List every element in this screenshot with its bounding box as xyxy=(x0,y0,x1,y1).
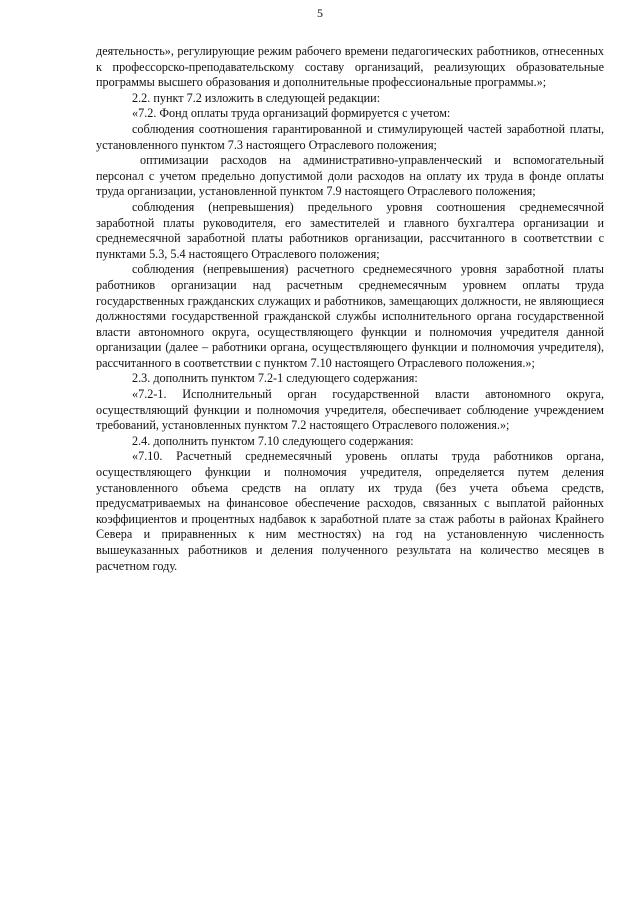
paragraph-7-2-condition-4: соблюдения (непревышения) расчетного среднемесячного уровня заработной платы работников организации над расчетным среднемесячным уровнем оплаты труда государственных гражданских служащих и работников, замещающих должности, не являющиеся должностями государственной гражданской службы исполнительного органа государственной власти автономного округа, осуществляющего функции и полномочия учредителя данной организации (далее – работники органа, осуществляющего функции и полномочия учредителя), рассчитанного в соответствии с пунктом 7.10 настоящего Отраслевого положения.»; xyxy=(96,262,604,370)
paragraph-7-10: «7.10. Расчетный среднемесячный уровень оплаты труда работников органа, осуществляющего функции и полномочия учредителя, определяется путем деления установленного объема средств на оплату их труда (без учета объема средств, предусматриваемых на финансовое обеспечение расходов, связанных с выплатой районных коэффициентов и процентных надбавок к заработной плате за стаж работы в районах Крайнего Севера и приравненных к ним местностях) на год на установленную численность вышеуказанных работников и деления полученного результата на количество месяцев в расчетном году. xyxy=(96,449,604,573)
paragraph-item-2-2: 2.2. пункт 7.2 изложить в следующей редакции: xyxy=(132,90,381,105)
paragraph-7-2-heading: «7.2. Фонд оплаты труда организаций формируется с учетом: xyxy=(132,106,451,121)
paragraph-7-2-condition-3: соблюдения (непревышения) предельного уровня соотношения среднемесячной заработной платы руководителя, его заместителей и главного бухгалтера организации и среднемесячной заработной платы работников организации, рассчитанного в соответствии с пунктами 5.3, 5.4 настоящего Отраслевого положения; xyxy=(96,199,604,261)
page-number: 5 xyxy=(317,6,323,20)
paragraph-item-2-4: 2.4. дополнить пунктом 7.10 следующего содержания: xyxy=(132,433,414,448)
paragraph-7-2-condition-1: соблюдения соотношения гарантированной и стимулирующей частей заработной платы, установленного пунктом 7.3 настоящего Отраслевого положения; xyxy=(96,121,604,152)
paragraph-7-2-condition-2: оптимизации расходов на административно-управленческий и вспомогательный персонал с учетом предельно допустимой доли расходов на оплату их труда в фонде оплаты труда организации, установленной пунктом 7.9 настоящего Отраслевого положения; xyxy=(96,153,604,199)
paragraph-7-2-1: «7.2-1. Исполнительный орган государственной власти автономного округа, осуществляющий функции и полномочия учредителя, обеспечивает соблюдение учреждением требований, установленных пунктом 7.2 настоящего Отраслевого положения.»; xyxy=(96,387,604,433)
paragraph-continuation: деятельность», регулирующие режим рабочего времени педагогических работников, отнесенных к профессорско-преподавательскому составу организаций, реализующих образовательные программы высшего образования и дополнительные профессиональные программы.»; xyxy=(96,44,604,90)
document-body xyxy=(96,44,604,574)
paragraph-item-2-3: 2.3. дополнить пунктом 7.2-1 следующего содержания: xyxy=(132,371,418,386)
